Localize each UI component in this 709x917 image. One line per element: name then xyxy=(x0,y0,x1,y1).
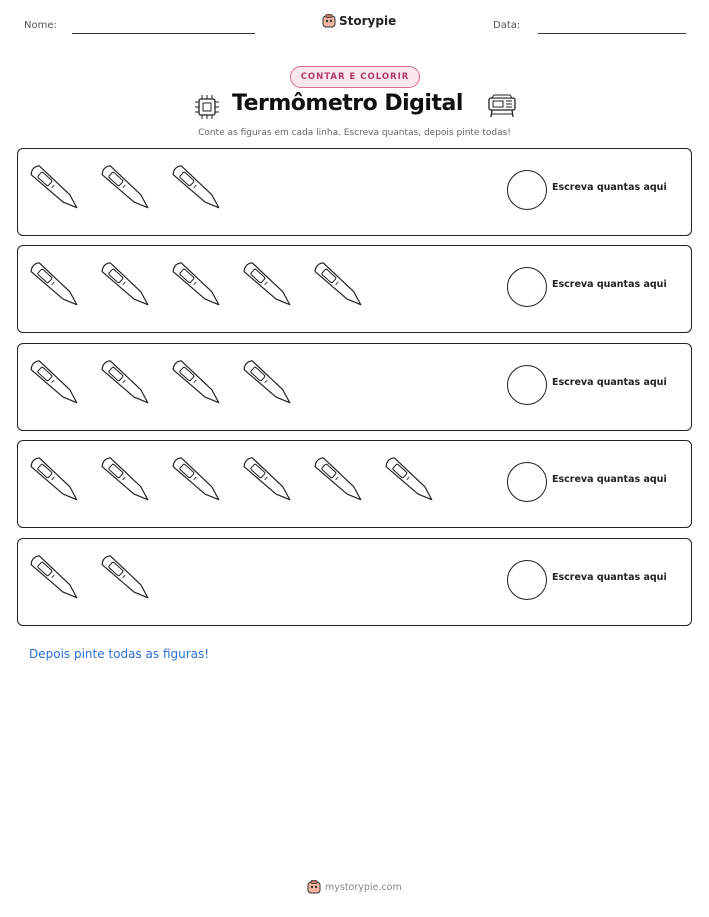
storypie-logo-icon xyxy=(322,14,336,28)
thermometer-icon[interactable] xyxy=(241,451,298,511)
thermometer-group xyxy=(28,451,440,519)
thermometer-icon[interactable] xyxy=(28,451,85,511)
activity-badge: CONTAR E COLORIR xyxy=(290,66,420,88)
thermometer-icon[interactable] xyxy=(99,159,156,219)
thermometer-icon[interactable] xyxy=(170,354,227,414)
thermometer-group xyxy=(28,549,156,617)
answer-label: Escreva quantas aqui xyxy=(552,377,667,388)
thermometer-icon[interactable] xyxy=(312,451,369,511)
date-line[interactable] xyxy=(538,33,686,34)
answer-label: Escreva quantas aqui xyxy=(552,182,667,193)
answer-label: Escreva quantas aqui xyxy=(552,279,667,290)
thermometer-icon[interactable] xyxy=(170,256,227,316)
thermometer-icon[interactable] xyxy=(99,451,156,511)
footer-url: mystorypie.com xyxy=(325,881,402,893)
thermometer-group xyxy=(28,354,298,422)
thermometer-group xyxy=(28,159,227,227)
thermometer-icon[interactable] xyxy=(28,549,85,609)
thermometer-icon[interactable] xyxy=(383,451,440,511)
thermometer-icon[interactable] xyxy=(241,256,298,316)
footer-brand xyxy=(307,880,402,894)
answer-circle[interactable] xyxy=(507,365,547,405)
answer-circle[interactable] xyxy=(507,462,547,502)
answer-label: Escreva quantas aqui xyxy=(552,474,667,485)
thermometer-icon[interactable] xyxy=(28,354,85,414)
brand-logo xyxy=(322,14,396,28)
storypie-logo-icon xyxy=(307,880,321,894)
machine-icon xyxy=(486,92,518,120)
thermometer-icon[interactable] xyxy=(241,354,298,414)
thermometer-icon[interactable] xyxy=(170,451,227,511)
thermometer-icon[interactable] xyxy=(28,256,85,316)
counting-row xyxy=(17,343,692,431)
date-label: Data: xyxy=(493,20,521,31)
answer-circle[interactable] xyxy=(507,560,547,600)
footer-instruction: Depois pinte todas as figuras! xyxy=(29,647,210,661)
counting-row xyxy=(17,440,692,528)
instructions: Conte as figuras em cada linha. Escreva quantas, depois pinte todas! xyxy=(198,128,511,138)
page-title: Termômetro Digital xyxy=(232,91,463,116)
answer-circle[interactable] xyxy=(507,170,547,210)
thermometer-icon[interactable] xyxy=(99,256,156,316)
thermometer-icon[interactable] xyxy=(99,549,156,609)
counting-row xyxy=(17,245,692,333)
counting-row xyxy=(17,148,692,236)
thermometer-icon[interactable] xyxy=(99,354,156,414)
chip-icon xyxy=(193,93,221,121)
brand-name: Storypie xyxy=(339,14,397,28)
thermometer-icon[interactable] xyxy=(312,256,369,316)
name-label: Nome: xyxy=(24,20,57,31)
thermometer-icon[interactable] xyxy=(170,159,227,219)
answer-circle[interactable] xyxy=(507,267,547,307)
thermometer-group xyxy=(28,256,369,324)
counting-row xyxy=(17,538,692,626)
name-line[interactable] xyxy=(72,33,255,34)
thermometer-icon[interactable] xyxy=(28,159,85,219)
answer-label: Escreva quantas aqui xyxy=(552,572,667,583)
